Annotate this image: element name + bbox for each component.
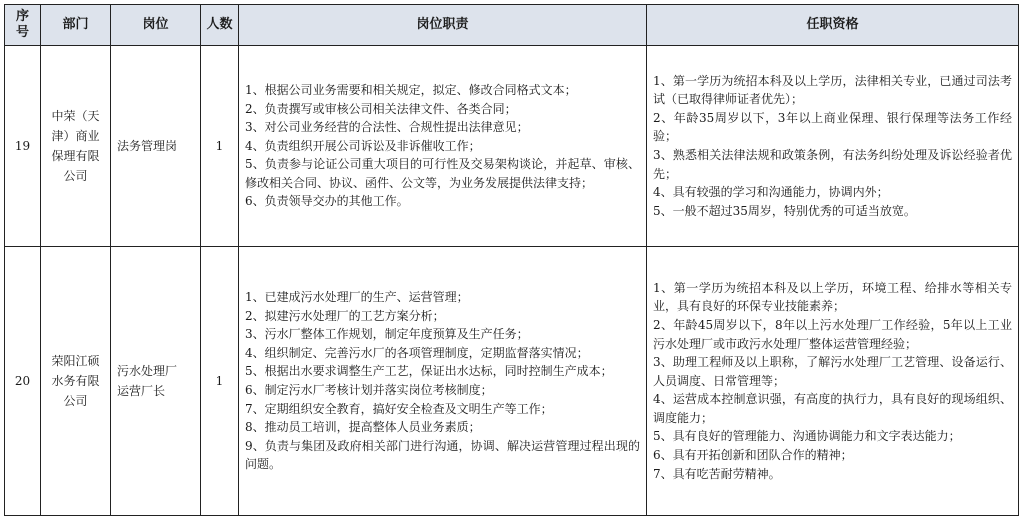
- requirement-item: 2、年龄35周岁以下，3年以上商业保理、银行保理等法务工作经验；: [653, 110, 1012, 144]
- requirement-item: 7、具有吃苦耐劳精神。: [653, 466, 781, 481]
- row-seq: 19: [5, 46, 41, 247]
- requirement-item: 4、具有较强的学习和沟通能力，协调内外；: [653, 185, 889, 200]
- duty-item: 8、推动员工培训，提高整体人员业务素质；: [245, 420, 481, 435]
- row-requirements: [647, 247, 1019, 516]
- duty-item: 4、组织制定、完善污水厂的各项管理制度，定期监督落实情况；: [245, 345, 589, 360]
- row-count: 1: [201, 46, 239, 247]
- duty-item: 3、对公司业务经营的合法性、合规性提出法律意见；: [245, 120, 529, 135]
- row-duties: [239, 46, 647, 247]
- header-row: [5, 5, 1019, 46]
- row-count: 1: [201, 247, 239, 516]
- duty-item: 1、根据公司业务需要和相关规定，拟定、修改合同格式文本；: [245, 82, 577, 97]
- duty-item: 6、制定污水厂考核计划并落实岗位考核制度；: [245, 383, 493, 397]
- requirement-item: 2、年龄45周岁以下，8年以上污水处理厂工作经验，5年以上工业污水处理厂或市政污水处理厂整体运营管理经验；: [653, 317, 1012, 351]
- duty-item: 1、已建成污水处理厂的生产、运营管理；: [245, 290, 469, 305]
- header-seq-line-1: 序: [15, 9, 29, 24]
- row-dept: [41, 46, 111, 247]
- row-duties: [239, 247, 647, 516]
- duty-item: 9、负责与集团及政府相关部门进行沟通，协调、解决运营管理过程出现的问题。: [245, 438, 640, 472]
- dept-line: 中荣（天: [51, 109, 100, 123]
- duty-item: 5、负责参与论证公司重大项目的可行性及交易架构谈论，并起草、审核、修改相关合同、协议、函件、公文等，为业务发展提供法律支持；: [245, 157, 640, 190]
- position-line: 法务管理岗: [117, 139, 178, 153]
- dept-line: 公司: [63, 169, 88, 183]
- row-requirements: [647, 46, 1019, 247]
- dept-line: 水务有限: [51, 374, 100, 388]
- dept-line: 荣阳江硕: [51, 354, 100, 368]
- duty-item: 7、定期组织安全教育，搞好安全检查及文明生产等工作；: [245, 401, 553, 416]
- row-seq: 20: [5, 247, 41, 516]
- requirement-item: 1、第一学历为统招本科及以上学历，环境工程、给排水等相关专业，具有良好的环保专业技能素养；: [653, 280, 1012, 314]
- duty-item: 4、负责组织开展公司诉讼及非诉催收工作；: [245, 138, 481, 153]
- header-position: 岗位: [111, 5, 201, 46]
- requirement-item: 1、第一学历为统招本科及以上学历，法律相关专业，已通过司法考试（已取得律师证者优先）；: [653, 73, 1012, 107]
- header-requirements: 任职资格: [647, 5, 1019, 46]
- requirement-item: 3、助理工程师及以上职称，了解污水处理厂工艺管理、设备运行、人员调度、日常管理等；: [653, 355, 1012, 388]
- dept-line: 津）商业: [51, 129, 100, 143]
- position-line: 运营厂长: [117, 384, 166, 398]
- header-duties: 岗位职责: [239, 5, 647, 46]
- duty-item: 2、负责撰写或审核公司相关法律文件、各类合同；: [245, 101, 517, 116]
- dept-line: 公司: [63, 394, 88, 408]
- requirement-item: 6、具有开拓创新和团队合作的精神；: [653, 448, 853, 463]
- row-position: [111, 46, 201, 247]
- duty-item: 6、负责领导交办的其他工作。: [245, 194, 409, 209]
- duty-item: 2、拟建污水处理厂的工艺方案分析；: [245, 308, 445, 323]
- table-row: [5, 46, 1019, 247]
- requirement-item: 3、熟悉相关法律法规和政策条例，有法务纠纷处理及诉讼经验者优先；: [653, 148, 1012, 181]
- dept-line: 保理有限: [51, 149, 100, 163]
- duty-item: 5、根据出水要求调整生产工艺，保证出水达标，同时控制生产成本；: [245, 364, 613, 379]
- requirement-item: 4、运营成本控制意识强，有高度的执行力，具有良好的现场组织、调度能力；: [653, 392, 1012, 425]
- row-position: [111, 247, 201, 516]
- duty-item: 3、污水厂整体工作规划，制定年度预算及生产任务；: [245, 327, 529, 342]
- recruitment-table: [4, 4, 1019, 516]
- row-dept: [41, 247, 111, 516]
- header-dept: 部门: [41, 5, 111, 46]
- header-seq-line-2: 号: [15, 25, 29, 40]
- requirement-item: 5、一般不超过35周岁，特别优秀的可适当放宽。: [653, 203, 916, 218]
- position-line: 污水处理厂: [117, 364, 178, 378]
- requirement-item: 5、具有良好的管理能力、沟通协调能力和文字表达能力；: [653, 429, 961, 444]
- table-row: [5, 247, 1019, 516]
- header-seq: [5, 5, 41, 46]
- header-count: 人数: [201, 5, 239, 46]
